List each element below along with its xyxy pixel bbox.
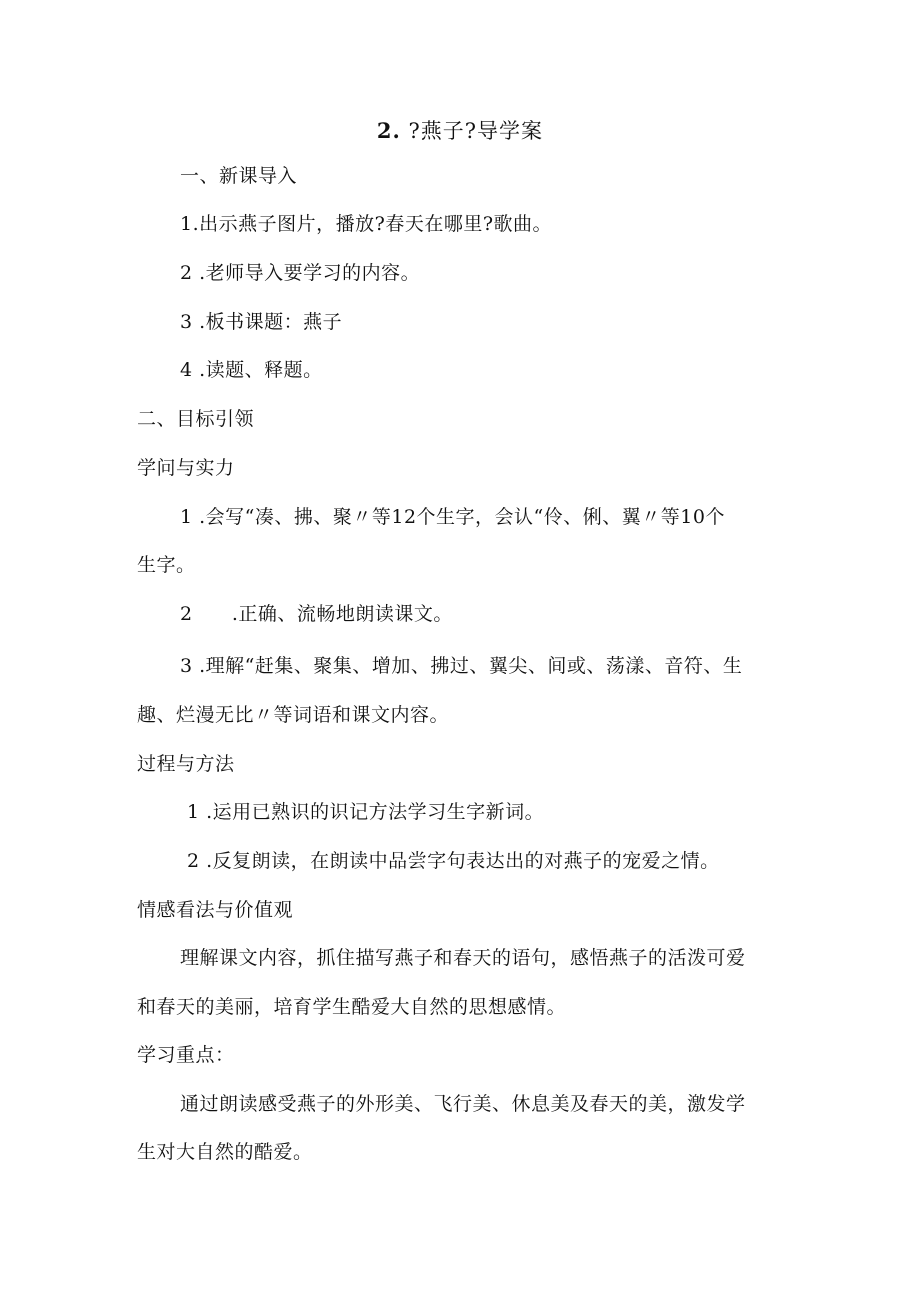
process-item-2: 2 .反复朗读，在朗读中品尝字句表达出的对燕子的宠爱之情。 (187, 850, 720, 872)
subheading-knowledge: 学问与实力 (137, 457, 235, 479)
knowledge-item-2: 2 .正确、流畅地朗读课文。 (180, 603, 453, 625)
knowledge-item-1-line-2: 生字。 (137, 554, 196, 576)
process-item-1: 1 .运用已熟识的识记方法学习生字新词。 (187, 801, 545, 823)
knowledge-item-1-line-1: 1 .会写“凑、拂、聚〃等12个生字，会认“伶、俐、翼〃等10个 (180, 506, 725, 528)
key-points-line-2: 生对大自然的酷爱。 (137, 1141, 313, 1163)
title-number: 2. (376, 118, 401, 143)
key-points-line-1: 通过朗读感受燕子的外形美、飞行美、休息美及春天的美，激发学 (180, 1093, 746, 1115)
intro-item-2: 2 .老师导入要学习的内容。 (180, 262, 421, 284)
title-text: ?燕子?导学案 (400, 119, 544, 143)
document-title (0, 117, 920, 145)
intro-item-4: 4 .读题、释题。 (180, 359, 323, 381)
intro-item-1: 1.出示燕子图片，播放?春天在哪里?歌曲。 (180, 213, 553, 235)
section-heading-intro: 一、新课导入 (180, 165, 298, 187)
knowledge-item-3-line-1: 3 .理解“赶集、聚集、增加、拂过、翼尖、间或、荡漾、音符、生 (180, 655, 743, 677)
subheading-key-points: 学习重点： (137, 1044, 235, 1066)
emotion-line-1: 理解课文内容，抓住描写燕子和春天的语句，感悟燕子的活泼可爱 (180, 947, 746, 969)
knowledge-item-3-line-2: 趣、烂漫无比〃等词语和课文内容。 (137, 704, 450, 726)
section-heading-goals: 二、目标引领 (137, 408, 255, 430)
subheading-emotion: 情感看法与价值观 (137, 899, 294, 921)
emotion-line-2: 和春天的美丽，培育学生酷爱大自然的思想感情。 (137, 996, 567, 1018)
intro-item-3: 3 .板书课题：燕子 (180, 311, 343, 333)
subheading-process: 过程与方法 (137, 753, 235, 775)
